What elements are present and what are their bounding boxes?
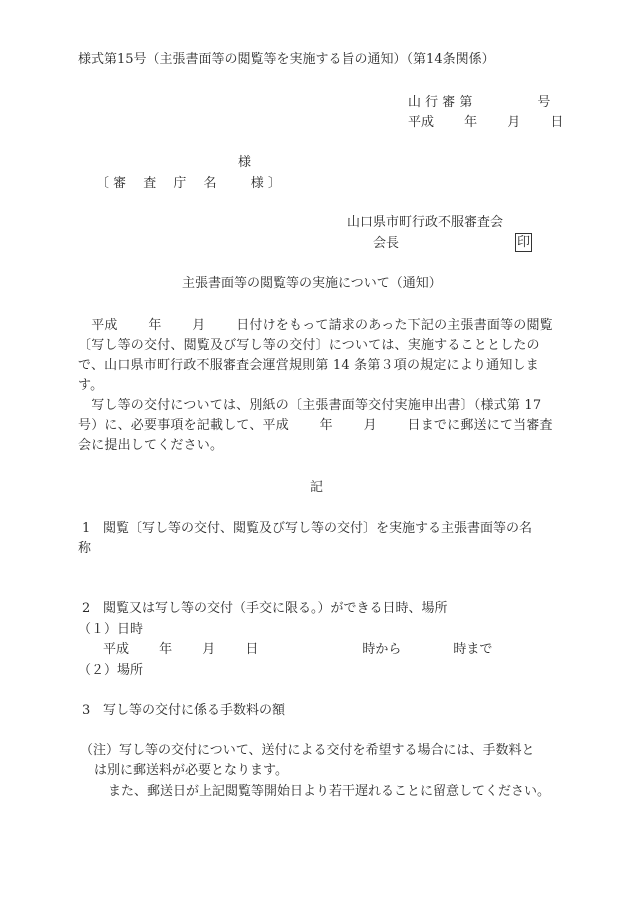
seal-mark xyxy=(515,233,532,253)
note-line-1: （注）写し等の交付について、送付による交付を希望する場合には、手数料と xyxy=(80,743,535,758)
item-1-number: 1 xyxy=(82,521,91,536)
reference-number: 山 行 審 第 号 xyxy=(408,95,551,110)
item-2-text: 閲覧又は写し等の交付（手交に限る。）ができる日時、場所 xyxy=(103,601,448,616)
sender-organization: 山口県市町行政不服審査会 xyxy=(347,215,504,230)
item-2-subitem-1-value: 平成 年 月 日 時から 時まで xyxy=(103,642,493,657)
document-title: 主張書面等の閲覧等の実施について（通知） xyxy=(182,276,442,291)
body-paragraph-2: 写し等の交付については、別紙の〔主張書面等交付実施申出書〕（様式第 17 号）に、必要事項を記載して、平成 年 月 日までに郵送にて当審査会に提出してください。 xyxy=(78,398,553,453)
form-label: 様式第15号（主張書面等の閲覧等を実施する旨の通知）（第14条関係） xyxy=(78,52,495,67)
item-3-number: 3 xyxy=(82,703,91,718)
ki-heading: 記 xyxy=(310,480,324,495)
body-paragraph-1: 平成 年 月 日付けをもって請求のあった下記の主張書面等の閲覧〔写し等の交付、閲覧及び写し等の交付〕については、実施することとしたので、山口県市町行政不服審査会運営規則第 14 条第３項の規定により通知します。 xyxy=(78,318,553,393)
item-3-text: 写し等の交付に係る手数料の額 xyxy=(103,703,286,718)
addressee-agency: 〔 審 査 庁 名 様 〕 xyxy=(96,176,281,191)
sender-title: 会長 xyxy=(373,236,400,251)
item-2-subitem-2-label: （２）場所 xyxy=(78,663,144,678)
item-2-subitem-1-label: （１）日時 xyxy=(78,622,144,637)
item-1-continuation: 称 xyxy=(78,541,92,556)
note-line-2: は別に郵送料が必要となります。 xyxy=(94,763,288,778)
seal-icon: 印 xyxy=(517,235,531,250)
reference-date: 平成 年 月 日 xyxy=(408,115,564,130)
note-line-3: また、郵送日が上記閲覧等開始日より若干遅れることに留意してください。 xyxy=(108,784,551,799)
item-1-text: 閲覧〔写し等の交付、閲覧及び写し等の交付〕を実施する主張書面等の名 xyxy=(103,521,533,536)
addressee-sama: 様 xyxy=(238,155,252,170)
item-2-number: 2 xyxy=(82,601,91,616)
